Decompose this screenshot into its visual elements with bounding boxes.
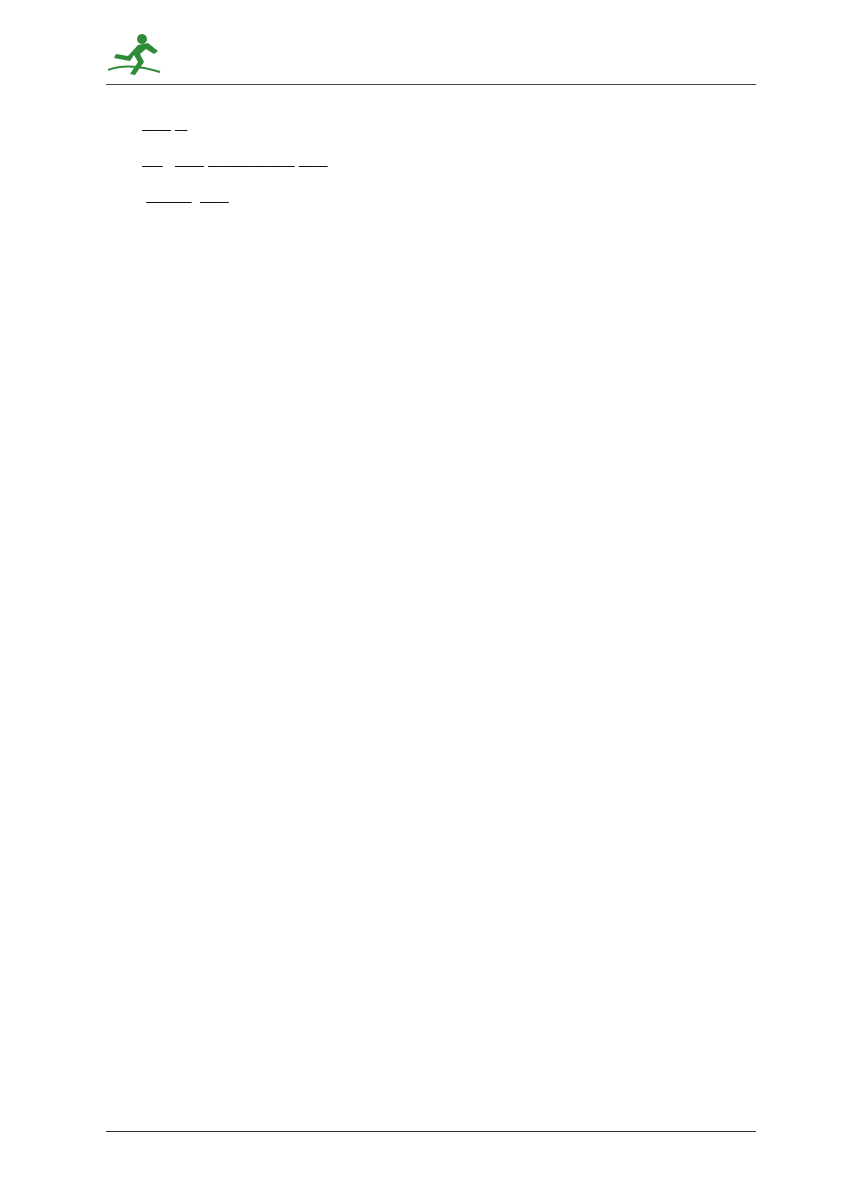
watermark bbox=[90, 300, 810, 920]
runner-logo-icon bbox=[108, 32, 164, 76]
document-body bbox=[106, 106, 756, 214]
page-header bbox=[106, 30, 756, 84]
blank-20 bbox=[200, 186, 229, 205]
passage-paragraph-1 bbox=[106, 106, 756, 142]
blank-15 bbox=[208, 150, 229, 169]
blank-18 bbox=[299, 150, 328, 169]
header-divider bbox=[106, 84, 756, 85]
blank-13 bbox=[142, 150, 163, 169]
blank-12 bbox=[175, 114, 187, 133]
blank-14 bbox=[175, 150, 204, 169]
blank-19 bbox=[146, 186, 191, 205]
footer-divider bbox=[106, 1131, 756, 1132]
blank-11 bbox=[142, 114, 171, 133]
blank-16 bbox=[229, 150, 266, 169]
passage-paragraph-3 bbox=[106, 178, 756, 214]
blank-17 bbox=[266, 150, 295, 169]
passage-paragraph-2 bbox=[106, 142, 756, 178]
